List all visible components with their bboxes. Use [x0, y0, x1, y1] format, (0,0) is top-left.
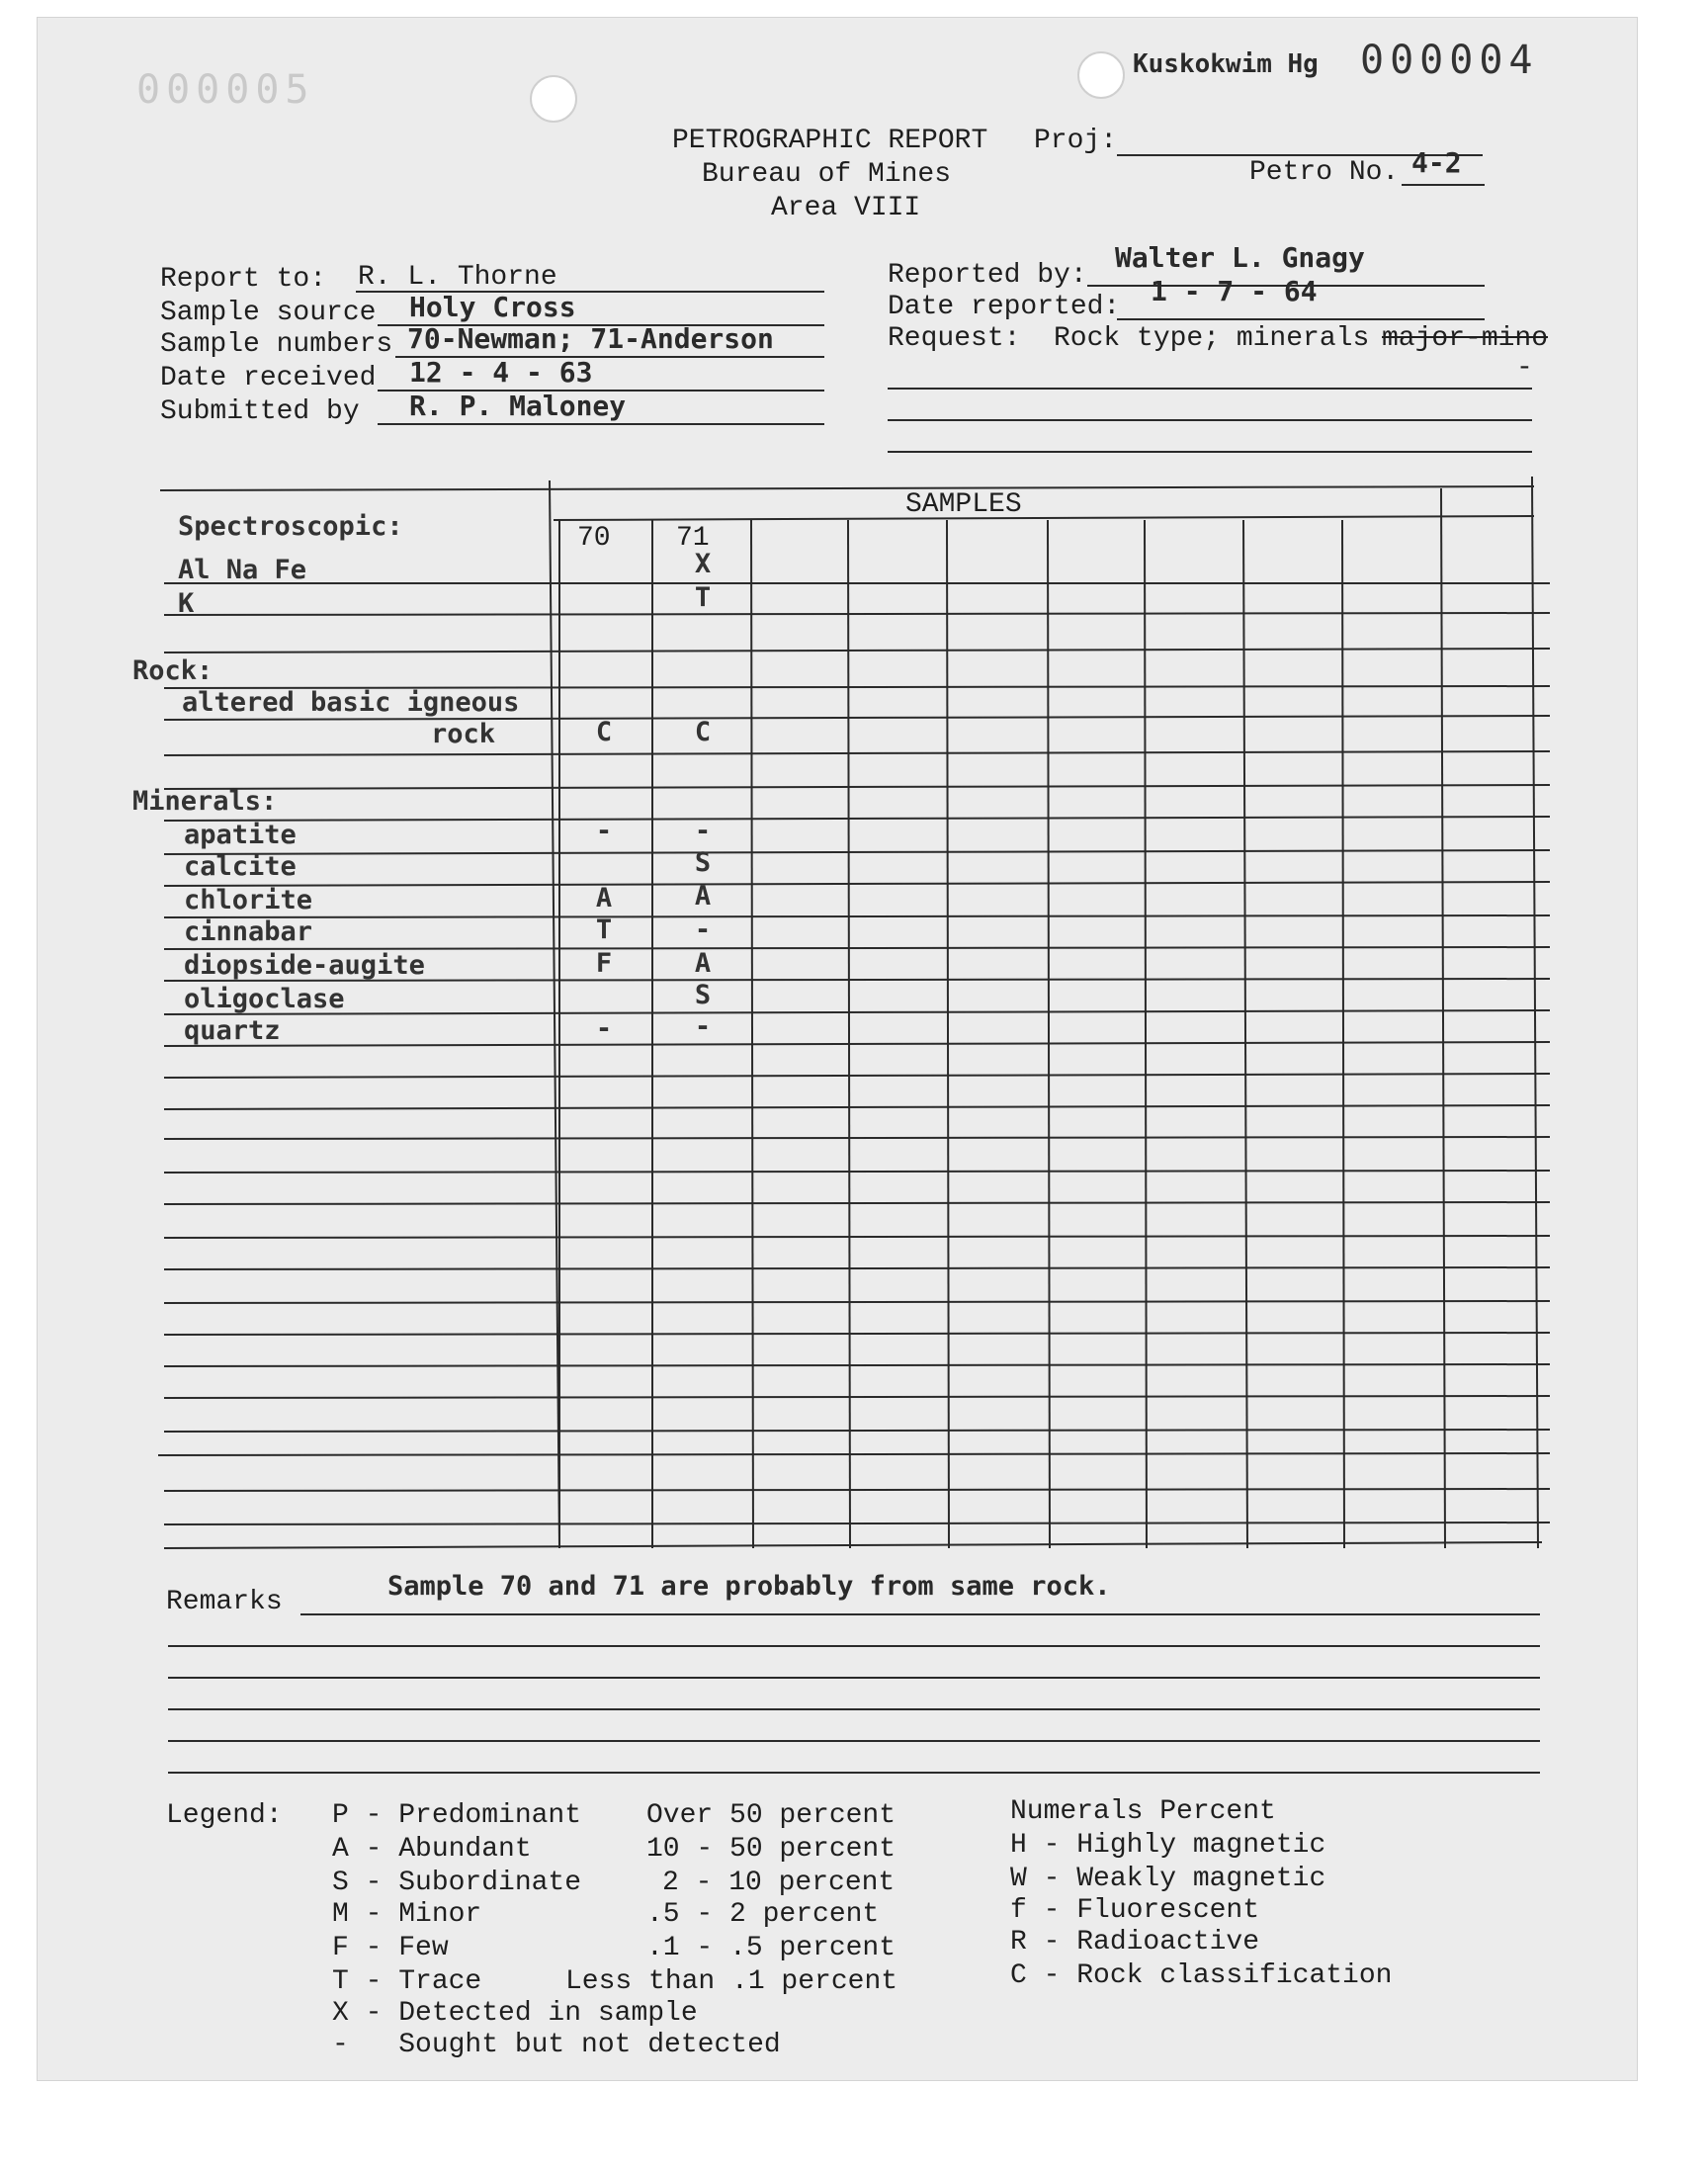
- cell-71: X: [694, 549, 712, 579]
- legend-range: 10 - 50 percent: [646, 1834, 897, 1865]
- submitted-by-label: Submitted by: [160, 396, 360, 427]
- legend-label: Legend:: [166, 1800, 283, 1831]
- report-to-label: Report to:: [160, 264, 327, 295]
- ghost-serial: 000005: [136, 67, 315, 113]
- proj-label: Proj:: [1034, 126, 1118, 156]
- agency-name: Bureau of Mines: [702, 159, 952, 190]
- sample-column-71: 71: [676, 523, 710, 554]
- remarks-line-6: [168, 1772, 1540, 1774]
- report-title: PETROGRAPHIC REPORT: [672, 126, 988, 156]
- row-label: oligoclase: [184, 984, 345, 1014]
- row-label: altered basic igneous: [182, 687, 520, 718]
- section-minerals: Minerals:: [132, 786, 278, 817]
- legend-code: S - Subordinate: [332, 1868, 582, 1898]
- section-rock: Rock:: [132, 655, 214, 686]
- legend-range: Less than .1 percent: [565, 1966, 898, 1997]
- legend-right-item: W - Weakly magnetic: [1010, 1864, 1326, 1894]
- legend-code: P - Predominant: [332, 1800, 582, 1831]
- row-label: K: [178, 588, 195, 619]
- sample-source-value: Holy Cross: [409, 291, 576, 323]
- row-label: calcite: [184, 851, 297, 882]
- date-reported-label: Date reported:: [888, 292, 1121, 322]
- document-serial: 000004: [1360, 38, 1539, 83]
- sample-column-70: 70: [577, 523, 611, 554]
- remarks-label: Remarks: [166, 1587, 283, 1617]
- petro-label: Petro No.: [1249, 157, 1400, 188]
- legend-range: Over 50 percent: [646, 1800, 897, 1831]
- request-label: Request:: [888, 323, 1021, 354]
- cell-71: C: [694, 717, 712, 747]
- request-struck-text: major-mino: [1382, 323, 1549, 354]
- legend-range: .1 - .5 percent: [646, 1933, 897, 1963]
- row-label: quartz: [184, 1015, 281, 1046]
- cell-71: T: [694, 582, 712, 613]
- reported-by-label: Reported by:: [888, 260, 1087, 291]
- remarks-line-5: [168, 1740, 1540, 1742]
- cell-71: A: [694, 881, 712, 912]
- request-dash: -: [1516, 353, 1533, 384]
- cell-70: C: [595, 717, 613, 747]
- cell-71: -: [694, 914, 712, 945]
- sample-source-label: Sample source: [160, 298, 377, 328]
- remarks-line-4: [168, 1708, 1540, 1710]
- cell-71: -: [694, 816, 712, 846]
- area-name: Area VIII: [771, 193, 921, 223]
- legend-code: A - Abundant: [332, 1834, 532, 1865]
- legend-range: .5 - 2 percent: [646, 1899, 880, 1930]
- submitted-by-value: R. P. Maloney: [409, 390, 627, 422]
- cell-70: -: [595, 1013, 613, 1044]
- remarks-text: Sample 70 and 71 are probably from same rock.: [387, 1571, 1111, 1602]
- legend-right-item: H - Highly magnetic: [1010, 1830, 1326, 1861]
- cell-71: A: [694, 948, 712, 979]
- request-value: Rock type; minerals: [1054, 323, 1370, 354]
- row-label: diopside-augite: [184, 950, 425, 981]
- cell-70: F: [595, 948, 613, 979]
- remarks-line-3: [168, 1677, 1540, 1679]
- sample-numbers-label: Sample numbers: [160, 329, 393, 360]
- legend-right-item: Numerals Percent: [1010, 1796, 1276, 1827]
- row-label: Al Na Fe: [178, 555, 307, 585]
- cell-70: T: [595, 914, 613, 945]
- cell-71: -: [694, 1011, 712, 1042]
- serial-prefix: Kuskokwim Hg: [1133, 49, 1319, 79]
- cell-70: A: [595, 883, 613, 914]
- row-label: cinnabar: [184, 916, 313, 947]
- legend-code: X - Detected in sample: [332, 1998, 698, 2029]
- date-received-value: 12 - 4 - 63: [409, 356, 593, 389]
- legend-right-item: R - Radioactive: [1010, 1927, 1260, 1958]
- sample-numbers-value: 70-Newman; 71-Anderson: [407, 322, 774, 355]
- legend-code: T - Trace: [332, 1966, 482, 1997]
- row-label: chlorite: [184, 885, 313, 915]
- legend-code: - Sought but not detected: [332, 2030, 781, 2060]
- date-reported-value: 1 - 7 - 64: [1151, 275, 1318, 307]
- date-received-label: Date received: [160, 363, 377, 393]
- legend-code: F - Few: [332, 1933, 449, 1963]
- cell-71: S: [694, 980, 712, 1010]
- legend-range: 2 - 10 percent: [662, 1868, 896, 1898]
- remarks-line-1: [300, 1613, 1540, 1615]
- cell-71: S: [694, 847, 712, 878]
- cell-70: -: [595, 816, 613, 846]
- remarks-line-2: [168, 1645, 1540, 1647]
- legend-right-item: f - Fluorescent: [1010, 1895, 1260, 1926]
- row-label: apatite: [184, 820, 297, 850]
- row-label: rock: [431, 719, 496, 749]
- petro-value: 4-2: [1411, 146, 1462, 179]
- samples-header: SAMPLES: [905, 489, 1022, 520]
- legend-code: M - Minor: [332, 1899, 482, 1930]
- section-spectroscopic: Spectroscopic:: [178, 511, 403, 542]
- report-to-value: R. L. Thorne: [358, 262, 557, 293]
- reported-by-value: Walter L. Gnagy: [1115, 241, 1365, 274]
- legend-right-item: C - Rock classification: [1010, 1960, 1393, 1991]
